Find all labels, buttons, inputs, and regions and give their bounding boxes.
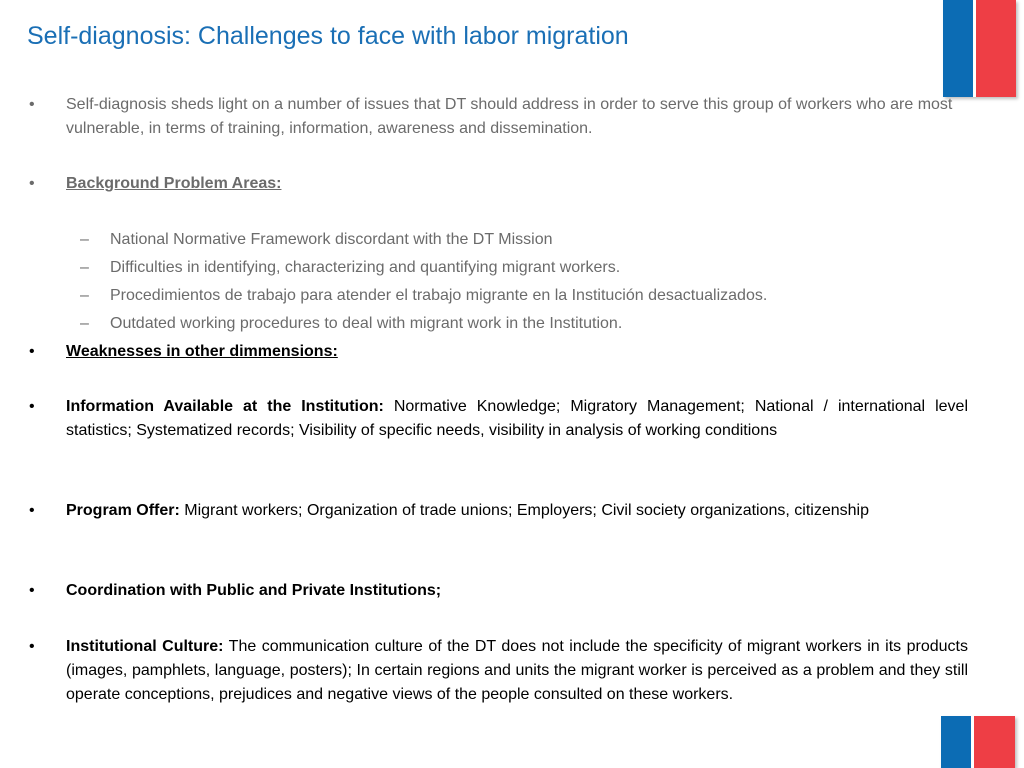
bullet-marker: • bbox=[29, 398, 35, 415]
background-item-text: Procedimientos de trabajo para atender el trabajo migrante en la Institución desactualizados. bbox=[110, 287, 768, 304]
program-item bbox=[29, 499, 968, 523]
coordination-label: Coordination with Public and Private Institutions; bbox=[66, 582, 442, 599]
weaknesses-heading-item bbox=[29, 340, 968, 364]
background-item bbox=[80, 256, 621, 280]
bullet-marker: • bbox=[29, 96, 35, 113]
information-item bbox=[29, 395, 969, 443]
flag-decoration-top bbox=[943, 0, 1016, 97]
information-label: Information Available at the Institution: bbox=[66, 398, 384, 415]
background-item bbox=[80, 228, 553, 252]
background-heading-item bbox=[29, 172, 968, 196]
bullet-marker: • bbox=[29, 175, 35, 192]
background-item-text: Outdated working procedures to deal with migrant work in the Institution. bbox=[110, 315, 623, 332]
dash-marker: – bbox=[80, 259, 89, 276]
slide-title: Self-diagnosis: Challenges to face with labor migration bbox=[27, 22, 629, 50]
coordination-item bbox=[29, 579, 968, 603]
flag-decoration-bottom bbox=[941, 716, 1015, 768]
flag-red-stripe bbox=[976, 0, 1016, 97]
intro-paragraph bbox=[29, 93, 968, 141]
background-heading: Background Problem Areas: bbox=[66, 175, 282, 192]
culture-label: Institutional Culture: bbox=[66, 638, 224, 655]
culture-item bbox=[29, 635, 968, 707]
information-text: Normative Knowledge; Migratory Management; National / international level statistics; Systematized records; Visibility of specific needs, visibility in analysis of working conditions bbox=[66, 398, 969, 439]
weaknesses-heading: Weaknesses in other dimmensions: bbox=[66, 343, 338, 360]
program-text: Migrant workers; Organization of trade unions; Employers; Civil society organizations, citizenship bbox=[179, 502, 869, 519]
flag-blue-stripe bbox=[943, 0, 973, 97]
culture-text: The communication culture of the DT does not include the specificity of migrant workers in its products (images, pamphlets, language, posters); In certain regions and units the migrant worker is perceived as a problem and they still operate conceptions, prejudices and negative views of the people consulted on these workers. bbox=[66, 638, 968, 703]
dash-marker: – bbox=[80, 315, 89, 332]
bullet-marker: • bbox=[29, 343, 35, 360]
flag-blue-stripe bbox=[941, 716, 971, 768]
program-label: Program Offer: bbox=[66, 502, 180, 519]
flag-red-stripe bbox=[974, 716, 1015, 768]
dash-marker: – bbox=[80, 231, 89, 248]
background-item bbox=[80, 284, 768, 308]
dash-marker: – bbox=[80, 287, 89, 304]
background-item-text: National Normative Framework discordant with the DT Mission bbox=[110, 231, 553, 248]
bullet-marker: • bbox=[29, 638, 35, 655]
bullet-marker: • bbox=[29, 502, 35, 519]
background-item bbox=[80, 312, 623, 336]
intro-text: Self-diagnosis sheds light on a number of issues that DT should address in order to serve this group of workers who are most vulnerable, in terms of training, information, awareness and dissemination. bbox=[66, 96, 953, 137]
bullet-marker: • bbox=[29, 582, 35, 599]
background-item-text: Difficulties in identifying, characterizing and quantifying migrant workers. bbox=[110, 259, 621, 276]
